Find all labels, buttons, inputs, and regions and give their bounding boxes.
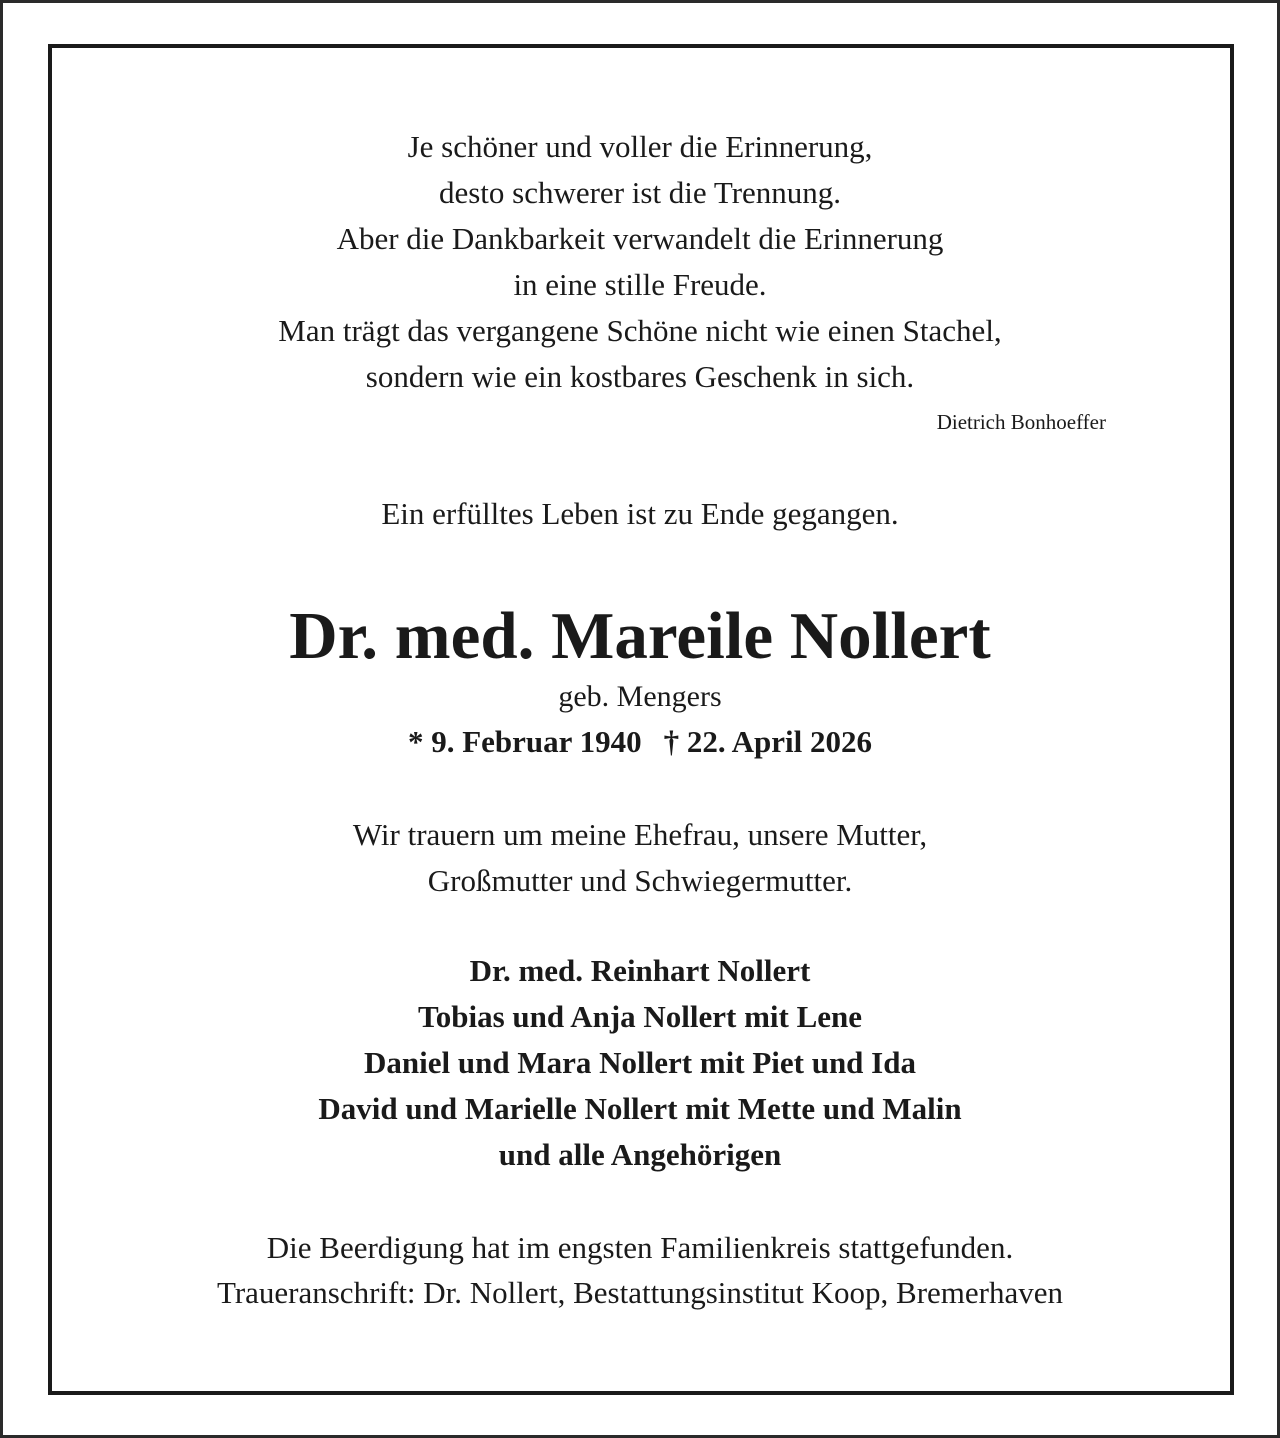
quote-line: in eine stille Freude. (513, 267, 767, 302)
mourning-line: Großmutter und Schwiegermutter. (427, 863, 853, 898)
funeral-note: Die Beerdigung hat im engsten Familienkreis stattgefunden. (266, 1230, 1014, 1265)
quote-author: Dietrich Bonhoeffer (936, 410, 1106, 434)
quote-line: desto schwerer ist die Trennung. (438, 175, 842, 210)
birth-date: * 9. Februar 1940 (407, 724, 642, 759)
quote-line: Man trägt das vergangene Schöne nicht wie einen Stachel, (278, 313, 1002, 348)
quote-line: Aber die Dankbarkeit verwandelt die Erinnerung (336, 221, 944, 256)
born-name: geb. Mengers (558, 680, 722, 713)
family-member: Dr. med. Reinhart Nollert (469, 953, 811, 988)
life-dates (0, 724, 1280, 760)
family-member: und alle Angehörigen (498, 1137, 782, 1172)
intro-text: Ein erfülltes Leben ist zu Ende gegangen. (381, 496, 899, 531)
condolence-address: Traueranschrift: Dr. Nollert, Bestattungsinstitut Koop, Bremerhaven (216, 1275, 1064, 1310)
family-member: Tobias und Anja Nollert mit Lene (417, 999, 863, 1034)
death-date: † 22. April 2026 (663, 724, 873, 759)
mourning-line: Wir trauern um meine Ehefrau, unsere Mutter, (352, 817, 928, 852)
deceased-name: Dr. med. Mareile Nollert (289, 599, 991, 673)
family-member: Daniel und Mara Nollert mit Piet und Ida (364, 1045, 916, 1080)
family-member: David und Marielle Nollert mit Mette und Malin (318, 1091, 962, 1126)
quote-line: sondern wie ein kostbares Geschenk in sich. (365, 359, 915, 394)
quote-line: Je schöner und voller die Erinnerung, (407, 129, 873, 164)
